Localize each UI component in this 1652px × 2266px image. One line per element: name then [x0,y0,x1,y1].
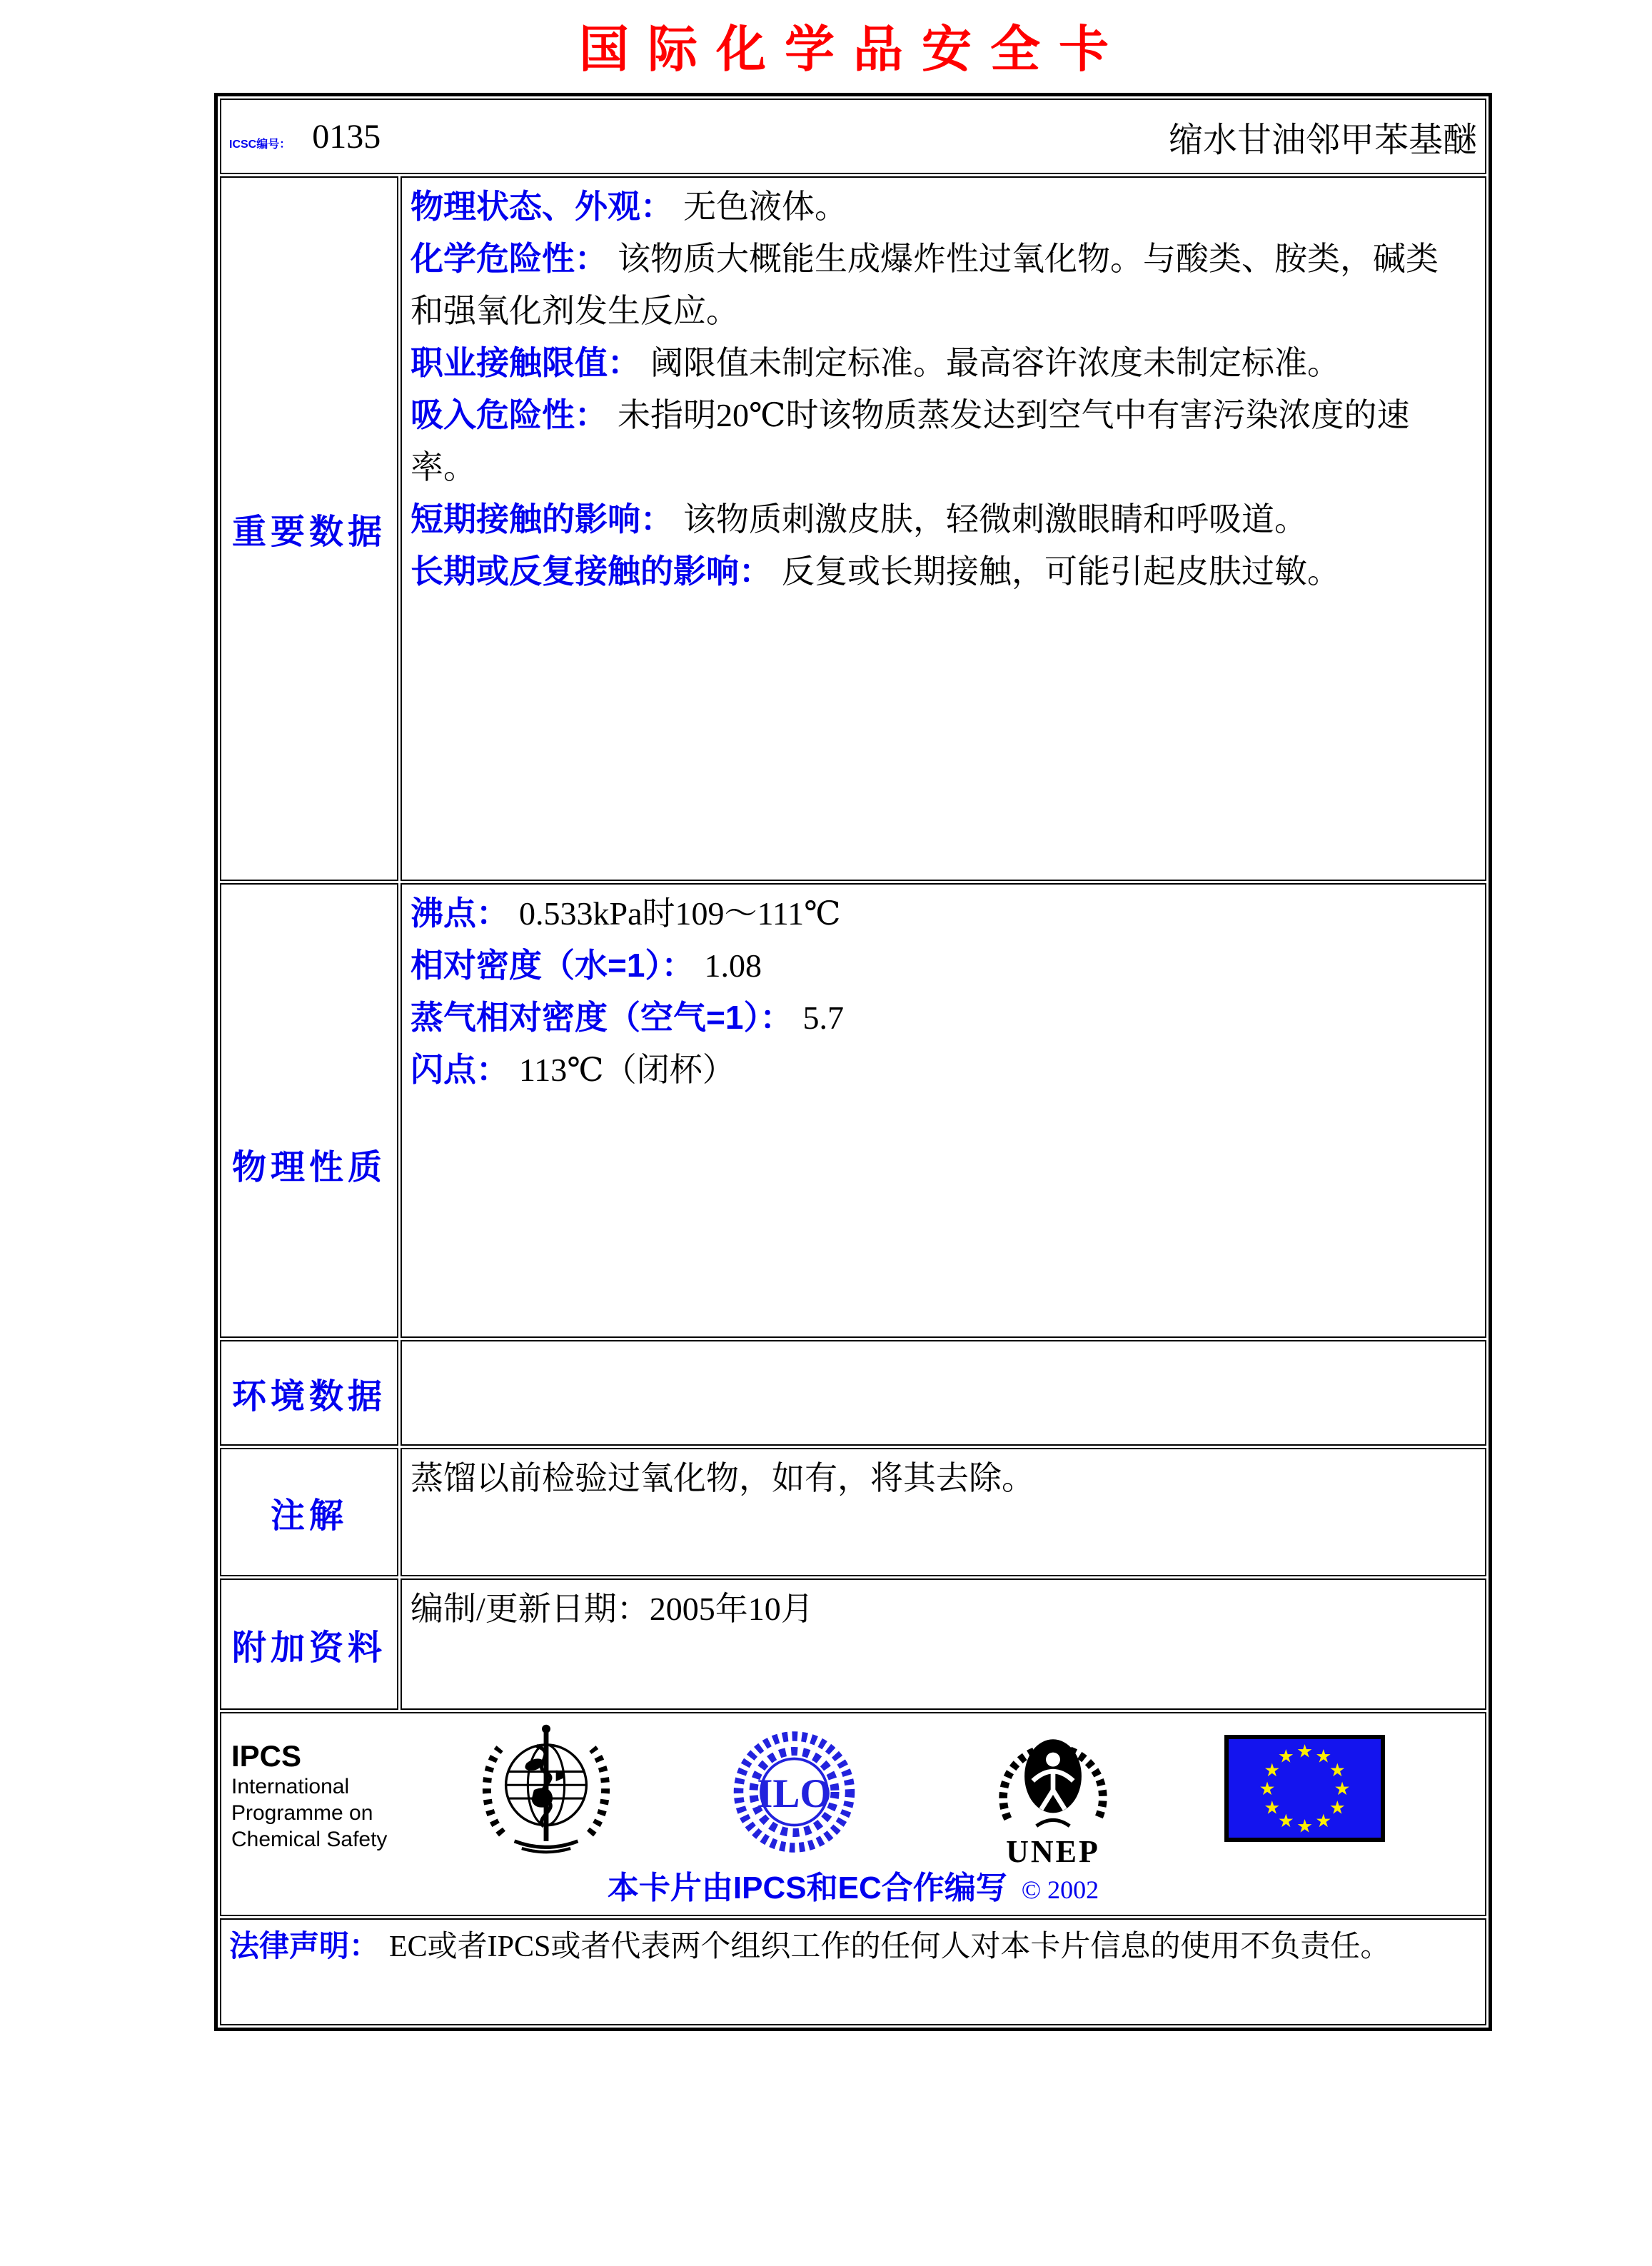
field-value: 反复或长期接触，可能引起皮肤过敏。 [782,553,1340,590]
svg-text:★: ★ [1277,1746,1294,1768]
field-value: 1.08 [704,947,762,984]
svg-text:★: ★ [1264,1759,1281,1781]
environmental-data-content [411,1344,1456,1441]
field-boiling-point [411,887,1456,940]
ipcs-line-2: Programme on [231,1801,373,1825]
legal-row [220,1918,1486,2025]
environmental-data-row [220,1340,1486,1446]
unep-logo-icon [982,1719,1124,1832]
field-value: 113℃（闭杯） [519,1052,735,1088]
caption-copyright: © 2002 [1021,1875,1099,1904]
ipcs-line-1: International [231,1775,350,1798]
ilo-logo-letters: ILO [757,1771,832,1816]
physical-properties-row [220,883,1486,1338]
field-key: 短期接触的影响： [411,500,673,538]
field-key: 职业接触限值： [411,344,640,381]
eu-flag-icon [1224,1735,1385,1842]
svg-text:★: ★ [1334,1778,1351,1800]
additional-info-row [220,1578,1486,1710]
section-label-additional-info: 附加资料 [220,1578,398,1710]
section-label-important-data: 重要数据 [220,176,398,881]
section-label-environmental-data: 环境数据 [220,1340,398,1446]
svg-text:★: ★ [1277,1811,1294,1832]
field-key: 物理状态、外观： [411,188,673,225]
field-key: 化学危险性： [411,240,608,277]
legal-notice [222,1920,1484,2023]
icsc-number-value: 0135 [312,117,381,156]
additional-info-content: 编制/更新日期：2005年10月 [411,1591,814,1627]
ipcs-line-3: Chemical Safety [231,1828,388,1851]
legal-notice-label: 法律声明： [229,1929,380,1963]
caption-text: 本卡片由IPCS和EC合作编写 [607,1870,1007,1905]
unep-logo-block [982,1719,1124,1868]
svg-text:★: ★ [1296,1816,1313,1838]
field-key: 蒸气相对密度（空气=1）： [411,999,793,1036]
chemical-name: 缩水甘油邻甲苯基醚 [1168,121,1477,159]
field-long-term-effects [411,545,1456,598]
field-value: 未指明20℃时该物质蒸发达到空气中有害污染浓度的速率。 [411,397,1410,485]
field-key: 相对密度（水=1）： [411,947,695,984]
field-relative-density [411,940,1456,992]
header-row [220,99,1486,174]
section-label-physical-properties: 物理性质 [220,883,398,1338]
ipcs-acronym: IPCS [231,1739,302,1773]
field-key: 闪点： [411,1051,509,1088]
svg-text:★: ★ [1329,1759,1346,1781]
svg-text:★: ★ [1296,1741,1313,1763]
logos-band [221,1713,1485,1915]
svg-text:★: ★ [1315,1811,1332,1832]
field-inhalation-risk [411,389,1456,493]
important-data-row [220,176,1486,881]
icsc-number-label: ICSC编号： [229,138,291,151]
field-value: 该物质大概能生成爆炸性过氧化物。与酸类、胺类，碱类和强氧化剂发生反应。 [411,241,1439,329]
section-label-notes: 注解 [220,1448,398,1576]
field-key: 吸入危险性： [411,396,608,433]
ilo-logo-icon [725,1728,864,1856]
field-value: 0.533kPa时109～111℃ [519,895,841,932]
svg-text:★: ★ [1329,1797,1346,1819]
notes-row [220,1448,1486,1576]
notes-content: 蒸馏以前检验过氧化物，如有，将其去除。 [411,1460,1034,1496]
cooperation-caption [221,1862,1485,1908]
field-value: 无色液体。 [683,188,847,225]
field-value: 阈限值未制定标准。最高容许浓度未制定标准。 [650,345,1340,381]
svg-text:★: ★ [1315,1746,1332,1768]
physical-properties-content [411,887,1456,1334]
ipcs-text-block [231,1739,387,1853]
field-key: 沸点： [411,895,509,932]
legal-notice-text: EC或者IPCS或者代表两个组织工作的任何人对本卡片信息的使用不负责任。 [389,1930,1391,1963]
header-bar [222,101,1484,172]
field-flash-point [411,1044,1456,1096]
field-vapor-density [411,992,1456,1044]
field-value: 5.7 [802,999,844,1036]
unep-logo-wordmark: UNEP [1006,1834,1100,1869]
who-logo-icon [471,1719,621,1865]
field-physical-state [411,181,1456,233]
field-chemical-danger [411,233,1456,337]
logos-row [220,1712,1486,1916]
icsc-number-group [229,117,381,156]
field-short-term-effects [411,493,1456,545]
svg-text:★: ★ [1264,1797,1281,1819]
field-key: 长期或反复接触的影响： [411,553,772,590]
field-value: 该物质刺激皮肤，轻微刺激眼睛和呼吸道。 [683,501,1307,538]
svg-text:★: ★ [1259,1778,1276,1800]
field-occupational-limits [411,337,1456,389]
page-title: 国际化学品安全卡 [579,23,1127,78]
icsc-table [214,93,1492,2031]
important-data-content [411,181,1456,877]
